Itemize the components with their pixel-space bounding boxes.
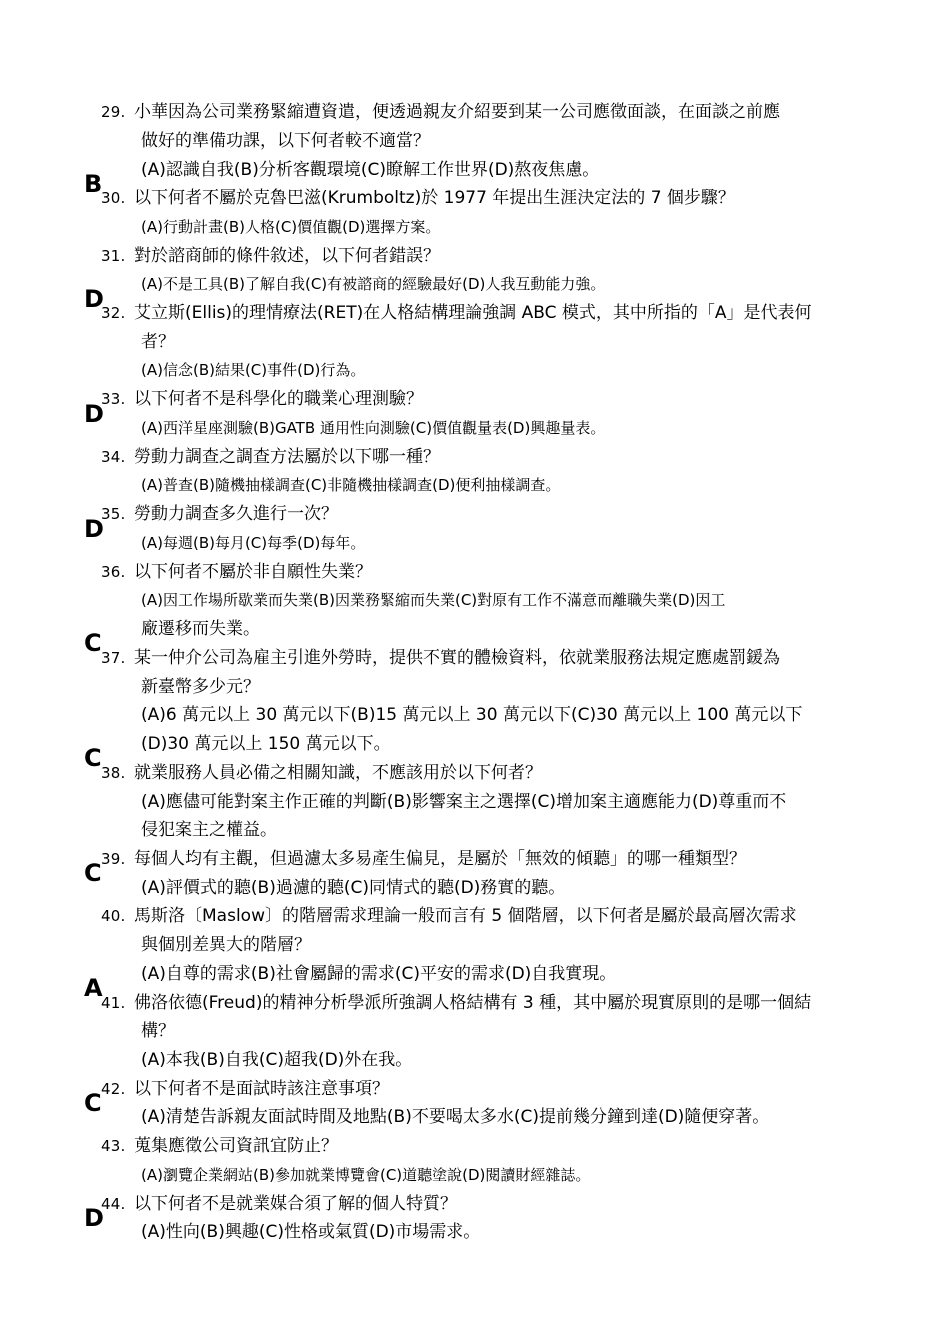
question-options: (A)本我(B)自我(C)超我(D)外在我。 [141,1050,413,1070]
question-stem: 勞動力調查多久進行一次？ [134,504,338,524]
question-options: (A)認識自我(B)分析客觀環境(C)瞭解工作世界(D)熬夜焦慮。 [141,160,600,180]
answer-mark: D [84,1204,104,1232]
question-number: 29. [101,103,126,121]
question-stem: 以下何者不是面試時該注意事項？ [134,1079,389,1099]
question-options: (A)西洋星座測驗(B)GATB 通用性向測驗(C)價值觀量表(D)興趣量表。 [141,419,606,437]
question-stem-continued: 做好的準備功課，以下何者較不適當？ [141,131,430,151]
answer-mark: C [84,744,102,772]
question-number: 35. [101,505,126,523]
question-options: (A)信念(B)結果(C)事件(D)行為。 [141,361,366,379]
question-options: (A)6 萬元以上 30 萬元以下(B)15 萬元以上 30 萬元以下(C)30 萬元以上 100 萬元以下 [141,705,803,725]
question-options: (A)瀏覽企業網站(B)參加就業博覽會(C)道聽塗說(D)閱讀財經雜誌。 [141,1166,591,1184]
question-options: (A)每週(B)每月(C)每季(D)每年。 [141,534,366,552]
question-options: (A)清楚告訴親友面試時間及地點(B)不要喝太多水(C)提前幾分鐘到達(D)隨便穿著。 [141,1107,770,1127]
question-stem-continued: 者？ [141,332,175,352]
answer-mark: C [84,629,102,657]
question-number: 44. [101,1195,126,1213]
question-stem: 艾立斯(Ellis)的理情療法(RET)在人格結構理論強調 ABC 模式，其中所指的「A」是代表何 [134,303,812,323]
question-number: 37. [101,649,126,667]
question-stem: 勞動力調查之調查方法屬於以下哪一種？ [134,447,440,467]
question-stem-continued: 新臺幣多少元？ [141,677,260,697]
question-stem: 以下何者不是就業媒合須了解的個人特質？ [134,1194,457,1214]
question-options: (A)因工作場所歇業而失業(B)因業務緊縮而失業(C)對原有工作不滿意而離職失業(D)因工 [141,591,726,609]
answer-mark: D [84,400,104,428]
question-stem: 某一仲介公司為雇主引進外勞時，提供不實的體檢資料，依就業服務法規定應處罰鍰為 [134,648,780,668]
answer-mark: A [84,974,103,1002]
question-number: 39. [101,850,126,868]
question-number: 42. [101,1080,126,1098]
question-stem: 對於諮商師的條件敘述，以下何者錯誤？ [134,246,440,266]
question-number: 33. [101,390,126,408]
question-options-continued: 廠遷移而失業。 [141,619,260,639]
question-options: (A)不是工具(B)了解自我(C)有被諮商的經驗最好(D)人我互動能力強。 [141,275,606,293]
question-options: (A)性向(B)興趣(C)性格或氣質(D)市場需求。 [141,1222,481,1242]
question-number: 40. [101,907,126,925]
answer-mark: D [84,285,104,313]
question-number: 38. [101,764,126,782]
question-stem-continued: 構？ [141,1021,175,1041]
question-stem: 馬斯洛〔Maslow〕的階層需求理論一般而言有 5 個階層，以下何者是屬於最高層次需求 [134,906,797,926]
question-number: 32. [101,304,126,322]
question-options: (A)評價式的聽(B)過濾的聽(C)同情式的聽(D)務實的聽。 [141,878,566,898]
question-options: (A)應儘可能對案主作正確的判斷(B)影響案主之選擇(C)增加案主適應能力(D)尊重而不 [141,792,787,812]
question-stem: 佛洛依德(Freud)的精神分析學派所強調人格結構有 3 種，其中屬於現實原則的是哪一個結 [134,993,812,1013]
answer-mark: B [84,170,103,198]
question-stem: 以下何者不是科學化的職業心理測驗？ [134,389,423,409]
question-stem: 小華因為公司業務緊縮遭資遣，便透過親友介紹要到某一公司應徵面談，在面談之前應 [134,102,780,122]
answer-mark: D [84,515,104,543]
question-stem: 每個人均有主觀，但過濾太多易產生偏見，是屬於「無效的傾聽」的哪一種類型？ [134,849,746,869]
question-options-continued: 侵犯案主之權益。 [141,820,277,840]
answer-mark: C [84,859,102,887]
question-stem: 以下何者不屬於克魯巴滋(Krumboltz)於 1977 年提出生涯決定法的 7 個步驟？ [134,188,735,208]
question-options: (A)自尊的需求(B)社會屬歸的需求(C)平安的需求(D)自我實現。 [141,964,617,984]
question-stem: 以下何者不屬於非自願性失業？ [134,562,372,582]
question-stem-continued: 與個別差異大的階層？ [141,935,311,955]
question-options: (A)普查(B)隨機抽樣調查(C)非隨機抽樣調查(D)便利抽樣調查。 [141,476,561,494]
question-stem: 蒐集應徵公司資訊宜防止？ [134,1136,338,1156]
question-options: (A)行動計畫(B)人格(C)價值觀(D)選擇方案。 [141,218,441,236]
question-number: 43. [101,1137,126,1155]
question-stem: 就業服務人員必備之相關知識，不應該用於以下何者？ [134,763,542,783]
question-number: 36. [101,563,126,581]
answer-mark: C [84,1089,102,1117]
question-number: 31. [101,247,126,265]
question-number: 41. [101,994,126,1012]
question-number: 30. [101,189,126,207]
question-number: 34. [101,448,126,466]
question-options-continued: (D)30 萬元以上 150 萬元以下。 [141,734,391,754]
